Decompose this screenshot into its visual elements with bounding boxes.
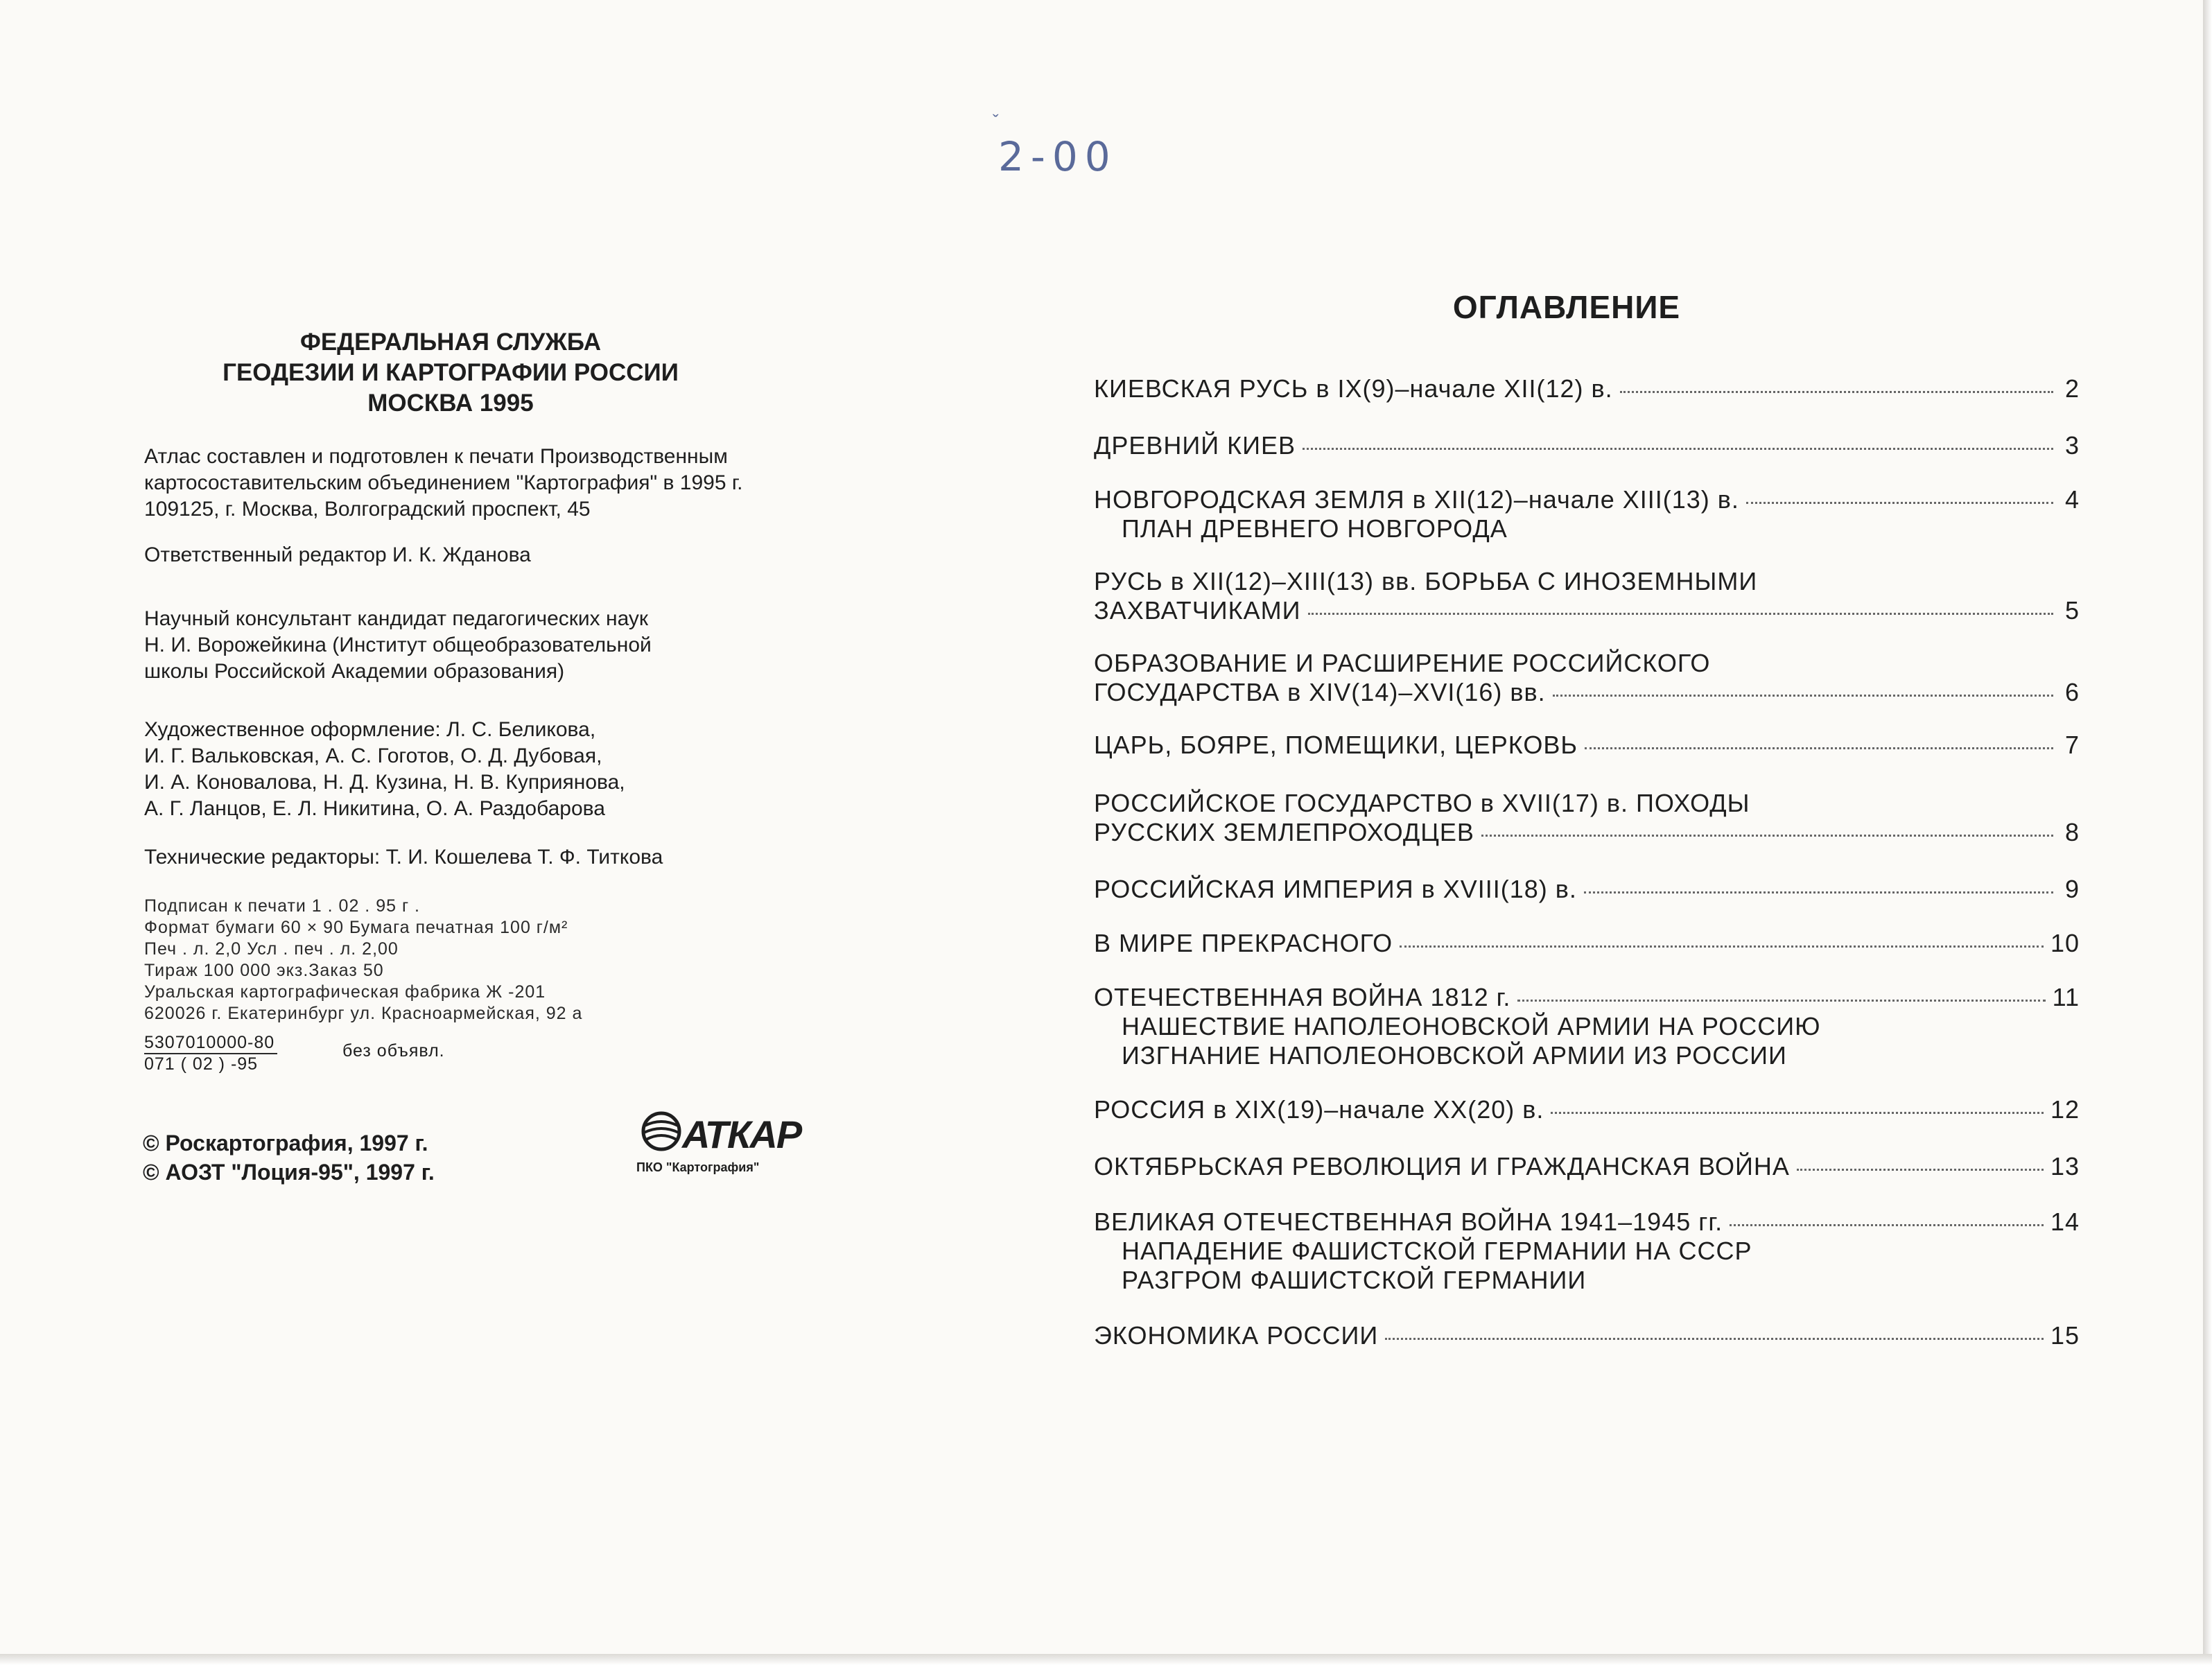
text-line: Атлас составлен и подготовлен к печати Производственным: [144, 445, 728, 468]
page-bottom-shadow: [0, 1654, 2212, 1665]
toc-title: ОГЛАВЛЕНИЕ: [1452, 289, 1681, 325]
tech-editors-line: Технические редакторы: Т. И. Кошелева Т. Ф. Титкова: [144, 846, 663, 869]
logo-wordmark: АТКАР: [682, 1113, 801, 1156]
toc-entry-title-line: РУСЬ в XII(12)–XIII(13) вв. БОРЬБА С ИНОЗЕМНЫМИ: [1094, 567, 1758, 595]
dot-leader: [1746, 502, 2053, 504]
publisher-heading: [139, 327, 763, 419]
toc-entry-title: РУССКИХ ЗЕМЛЕПРОХОДЦЕВ: [1094, 818, 1474, 846]
copyright-block: [143, 1128, 435, 1187]
dot-leader: [1730, 1224, 2044, 1226]
publisher-line: ГЕОДЕЗИИ И КАРТОГРАФИИ РОССИИ: [223, 359, 679, 386]
text-line: Научный консультант кандидат педагогических наук: [144, 607, 649, 630]
toc-subentry: ИЗГНАНИЕ НАПОЛЕОНОВСКОЙ АРМИИ ИЗ РОССИИ: [1122, 1041, 1787, 1070]
art-design-block: [144, 717, 625, 822]
toc-entry: [1094, 431, 2080, 460]
dot-leader: [1797, 1169, 2044, 1171]
text-line: школы Российской Академии образования): [144, 660, 565, 683]
text-line: Художественное оформление: Л. С. Беликова,: [144, 718, 596, 741]
toc-page-number: 2: [2064, 374, 2080, 403]
toc-entry: [1094, 1208, 2080, 1295]
toc-entry: [1094, 485, 2080, 543]
toc-page-number: 4: [2064, 485, 2080, 514]
toc-page-number: 13: [2050, 1152, 2080, 1180]
toc-entry-title: РОССИЯ в XIX(19)–начале XX(20) в.: [1094, 1095, 1544, 1124]
editor-line: Ответственный редактор И. К. Жданова: [144, 543, 531, 566]
consultant-block: [144, 606, 652, 685]
dot-leader: [1620, 391, 2053, 393]
toc-page-number: 8: [2064, 818, 2080, 846]
logo-caption: ПКО "Картография": [636, 1160, 760, 1174]
toc-entry-title: ОКТЯБРЬСКАЯ РЕВОЛЮЦИЯ И ГРАЖДАНСКАЯ ВОЙНА: [1094, 1152, 1790, 1180]
toc-entry: [1094, 875, 2080, 904]
toc-entry: [1094, 374, 2080, 403]
toc-page-number: 14: [2050, 1208, 2080, 1236]
dot-leader: [1308, 613, 2054, 615]
text-line: 109125, г. Москва, Волгоградский проспект, 45: [144, 498, 591, 521]
toc-entry: [1094, 789, 2080, 847]
dot-leader: [1481, 835, 2053, 837]
toc-entry-title: ГОСУДАРСТВА в XIV(14)–XVI(16) вв.: [1094, 678, 1546, 706]
dot-leader: [1584, 891, 2053, 893]
toc-page-number: 12: [2050, 1095, 2080, 1124]
toc-entry-title: РОССИЙСКАЯ ИМПЕРИЯ в XVIII(18) в.: [1094, 875, 1577, 903]
code-denominator: 071 ( 02 ) -95: [144, 1054, 259, 1074]
toc-page-number: 11: [2052, 983, 2080, 1011]
toc-entry: [1094, 567, 2080, 625]
no-ads-note: без объявл.: [342, 1041, 445, 1061]
toc-entry-title: В МИРЕ ПРЕКРАСНОГО: [1094, 929, 1393, 957]
copyright-line: © АОЗТ "Лоция-95", 1997 г.: [143, 1160, 435, 1185]
toc-page-number: 3: [2064, 431, 2080, 460]
classification-code: [144, 1033, 277, 1074]
text-line: И. А. Коновалова, Н. Д. Кузина, Н. В. Куприянова,: [144, 771, 625, 794]
toc-entry: [1094, 649, 2080, 707]
toc-entry-title: КИЕВСКАЯ РУСЬ в IX(9)–начале XII(12) в.: [1094, 374, 1613, 403]
toc-entry: [1094, 929, 2080, 958]
dot-leader: [1303, 448, 2053, 450]
text-line: И. Г. Вальковская, А. С. Гоготов, О. Д. Дубовая,: [144, 744, 602, 767]
toc-entry-title-line: РОССИЙСКОЕ ГОСУДАРСТВО в XVII(17) в. ПОХОДЫ: [1094, 789, 1750, 817]
toc-entry: [1094, 1095, 2080, 1124]
toc-subentry: РАЗГРОМ ФАШИСТСКОЙ ГЕРМАНИИ: [1122, 1266, 1587, 1294]
page-edge-shadow: [2203, 0, 2212, 1665]
text-line: А. Г. Ланцов, Е. Л. Никитина, О. А. Раздобарова: [144, 797, 605, 820]
toc-subentry: ПЛАН ДРЕВНЕГО НОВГОРОДА: [1122, 514, 1508, 543]
toc-page-number: 6: [2064, 678, 2080, 706]
imprint-line: Уральская картографическая фабрика Ж -201: [144, 982, 546, 1002]
toc-entry: [1094, 1152, 2080, 1181]
toc-entry-title: ЗАХВАТЧИКАМИ: [1094, 596, 1301, 625]
text-line: Н. И. Ворожейкина (Институт общеобразовательной: [144, 634, 652, 656]
toc-entry-title: НОВГОРОДСКАЯ ЗЕМЛЯ в XII(12)–начале XIII(13) в.: [1094, 485, 1739, 514]
toc-page-number: 9: [2064, 875, 2080, 903]
imprint-line: Тираж 100 000 экз.Заказ 50: [144, 961, 384, 980]
publisher-line: МОСКВА 1995: [367, 390, 534, 417]
toc-page-number: 7: [2064, 731, 2080, 759]
toc-entry-title-line: ОБРАЗОВАНИЕ И РАСШИРЕНИЕ РОССИЙСКОГО: [1094, 649, 1711, 677]
toc-entry-title: ОТЕЧЕСТВЕННАЯ ВОЙНА 1812 г.: [1094, 983, 1511, 1011]
dot-leader: [1400, 945, 2044, 948]
toc-page-number: 15: [2050, 1321, 2080, 1350]
publisher-line: ФЕДЕРАЛЬНАЯ СЛУЖБА: [299, 329, 602, 356]
copyright-line: © Роскартография, 1997 г.: [143, 1131, 428, 1156]
dot-leader: [1385, 1338, 2044, 1340]
toc-subentry: НАШЕСТВИЕ НАПОЛЕОНОВСКОЙ АРМИИ НА РОССИЮ: [1122, 1012, 1821, 1040]
dot-leader: [1553, 695, 2053, 697]
imprint-line: 620026 г. Екатеринбург ул. Красноармейская, 92 а: [144, 1004, 583, 1023]
toc-page-number: 10: [2050, 929, 2080, 957]
toc-entry: [1094, 1321, 2080, 1350]
imprint-line: Подписан к печати 1 . 02 . 95 г .: [144, 896, 420, 916]
imprint-line: Формат бумаги 60 × 90 Бумага печатная 100 г/м²: [144, 918, 568, 937]
pencil-tick-icon: ˇ: [993, 111, 999, 132]
code-numerator: 5307010000-80: [144, 1033, 277, 1054]
toc-entry-title: ВЕЛИКАЯ ОТЕЧЕСТВЕННАЯ ВОЙНА 1941–1945 гг.: [1094, 1208, 1723, 1236]
imprint-block: [144, 896, 582, 1025]
toc-entry: [1094, 983, 2080, 1070]
toc-entry-title: ДРЕВНИЙ КИЕВ: [1094, 431, 1296, 460]
toc-page-number: 5: [2064, 596, 2080, 625]
dot-leader: [1585, 747, 2053, 749]
toc-entry-title: ЦАРЬ, БОЯРЕ, ПОМЕЩИКИ, ЦЕРКОВЬ: [1094, 731, 1578, 759]
toc-subentry: НАПАДЕНИЕ ФАШИСТСКОЙ ГЕРМАНИИ НА СССР: [1122, 1237, 1752, 1265]
compiled-by-block: [144, 444, 742, 523]
toc-entry-title: ЭКОНОМИКА РОССИИ: [1094, 1321, 1379, 1350]
dot-leader: [1551, 1112, 2044, 1114]
handwritten-price-note: 2-00: [998, 133, 1117, 180]
dot-leader: [1517, 1000, 2045, 1002]
text-line: картосоставительским объединением "Картография" в 1995 г.: [144, 471, 743, 494]
toc-entry: [1094, 731, 2080, 760]
imprint-line: Печ . л. 2,0 Усл . печ . л. 2,00: [144, 939, 399, 959]
